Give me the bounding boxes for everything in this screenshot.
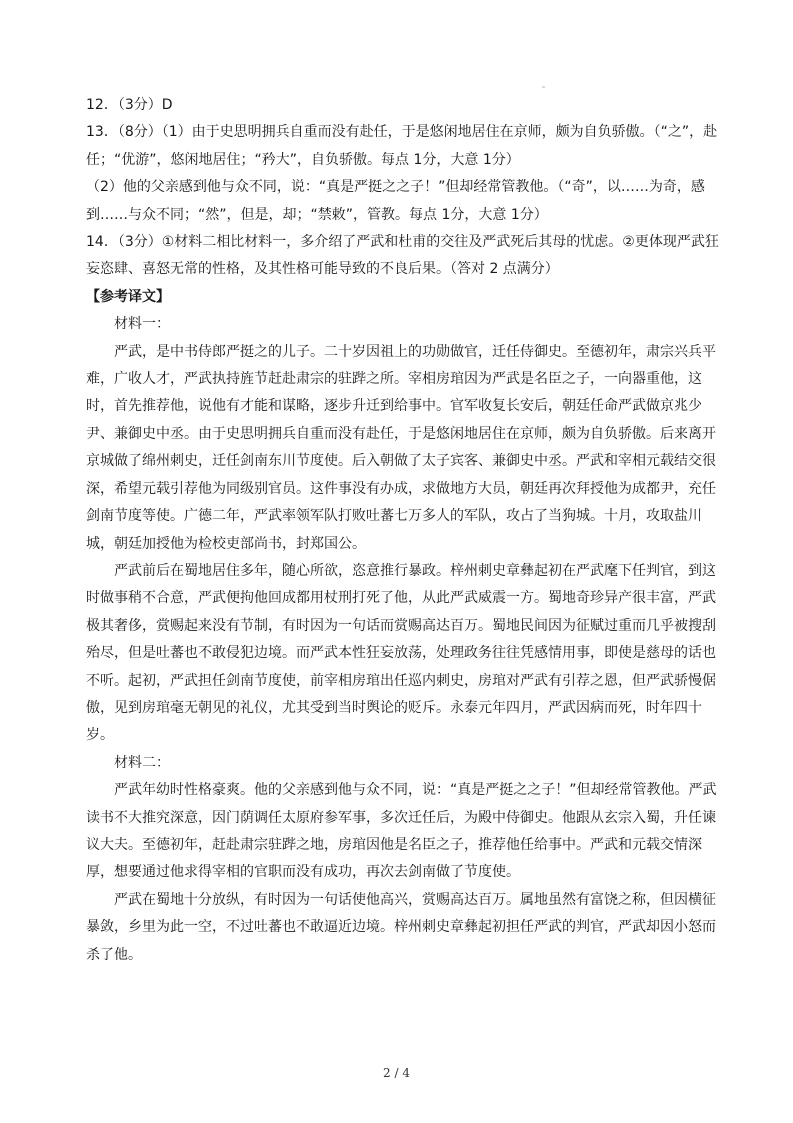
page-number: 2 / 4 (383, 1066, 410, 1080)
material2-label: 材料二： (114, 754, 170, 771)
answer-13-part1: 13．（8分）（1）由于史思明拥兵自重而没有赴任，于是悠闲地居住在京师，颇为自负骄傲。（“之”，赴任；“优游”，悠闲地居住；“矜大”，自负骄傲。每点 1分，大意 1分） (86, 124, 718, 168)
answer-14: 14．（3分）①材料二相比材料一，多介绍了严武和杜甫的交往及严武死后其母的忧虑。②更体现严武狂妄恣肆、喜怒无常的性格，及其性格可能导致的不良后果。（答对 2 点满分） (86, 234, 719, 278)
answer-13-part2: （2）他的父亲感到他与众不同，说：“真是严挺之之子！”但却经常管教他。（“奇”，以……为奇，感到……与众不同；“然”，但是，却；“禁敕”，管教。每点 1分，大意 1分） (86, 179, 705, 223)
translation-header: 【参考译文】 (86, 288, 170, 305)
scan-speck (542, 86, 545, 88)
page-content (86, 92, 722, 969)
material2-paragraph: 严武在蜀地十分放纵，有时因为一句话使他高兴，赏赐高达百万。属地虽然有富饶之称，但因横征暴敛，乡里为此一空，不过吐蕃也不敢逼近边境。梓州刺史章彝起初担任严武的判官，严武却因小怒而杀了他。 (86, 891, 716, 963)
material1-paragraph: 严武前后在蜀地居住多年，随心所欲，恣意推行暴政。梓州刺史章彝起初在严武麾下任判官，到这时做事稍不合意，严武便拘他回成都用杖刑打死了他，从此严武威震一方。蜀地奇珍异产很丰富，严武极其奢侈，赏赐起来没有节制，有时因为一句话而赏赐高达百万。蜀地民间因为征赋过重而几乎被搜刮殆尽，但是吐蕃也不敢侵犯边境。而严武本性狂妄放荡，处理政务往往凭感情用事，即使是慈母的话也不听。起初，严武担任剑南节度使，前宰相房琯出任巡内刺史，房琯对严武有引荐之恩，但严武骄慢倨傲，见到房琯毫无朝见的礼仪，尤其受到当时舆论的贬斥。永泰元年四月，严武因病而死，时年四十岁。 (86, 562, 716, 744)
material1-label: 材料一： (114, 316, 170, 333)
material2-paragraph: 严武年幼时性格豪爽。他的父亲感到他与众不同，说：“真是严挺之之子！”但却经常管教他。严武读书不大推究深意，因门荫调任太原府参军事，多次迁任后，为殿中侍御史。他跟从玄宗入蜀，升任谏议大夫。至德初年，赶赴肃宗驻跸之地，房琯因他是名臣之子，推荐他任给事中。严武和元载交情深厚，想要通过他求得宰相的官职而没有成功，再次去剑南做了节度使。 (86, 782, 717, 881)
material1-paragraph: 严武，是中书侍郎严挺之的儿子。二十岁因祖上的功勋做官，迁任侍御史。至德初年，肃宗兴兵平难，广收人才，严武执持旌节赶赴肃宗的驻跸之所。宰相房琯因为严武是名臣之子，一向器重他，这时，首先推荐他，说他有才能和谋略，逐步升迁到给事中。官军收复长安后，朝廷任命严武做京兆少尹、兼御史中丞。由于史思明拥兵自重而没有赴任，于是悠闲地居住在京师，颇为自负骄傲。后来离开京城做了绵州刺史，迁任剑南东川节度使。后入朝做了太子宾客、兼御史中丞。严武和宰相元载结交很深，希望元载引荐他为同级别官员。这件事没有办成，求做地方大员，朝廷再次拜授他为成都尹，充任剑南节度等使。广德二年，严武率领军队打败吐蕃七万多人的军队，攻占了当狗城。十月，攻取盐川城，朝廷加授他为检校吏部尚书，封郑国公。 (86, 343, 716, 552)
answer-12: 12．（3分）D (86, 97, 173, 113)
